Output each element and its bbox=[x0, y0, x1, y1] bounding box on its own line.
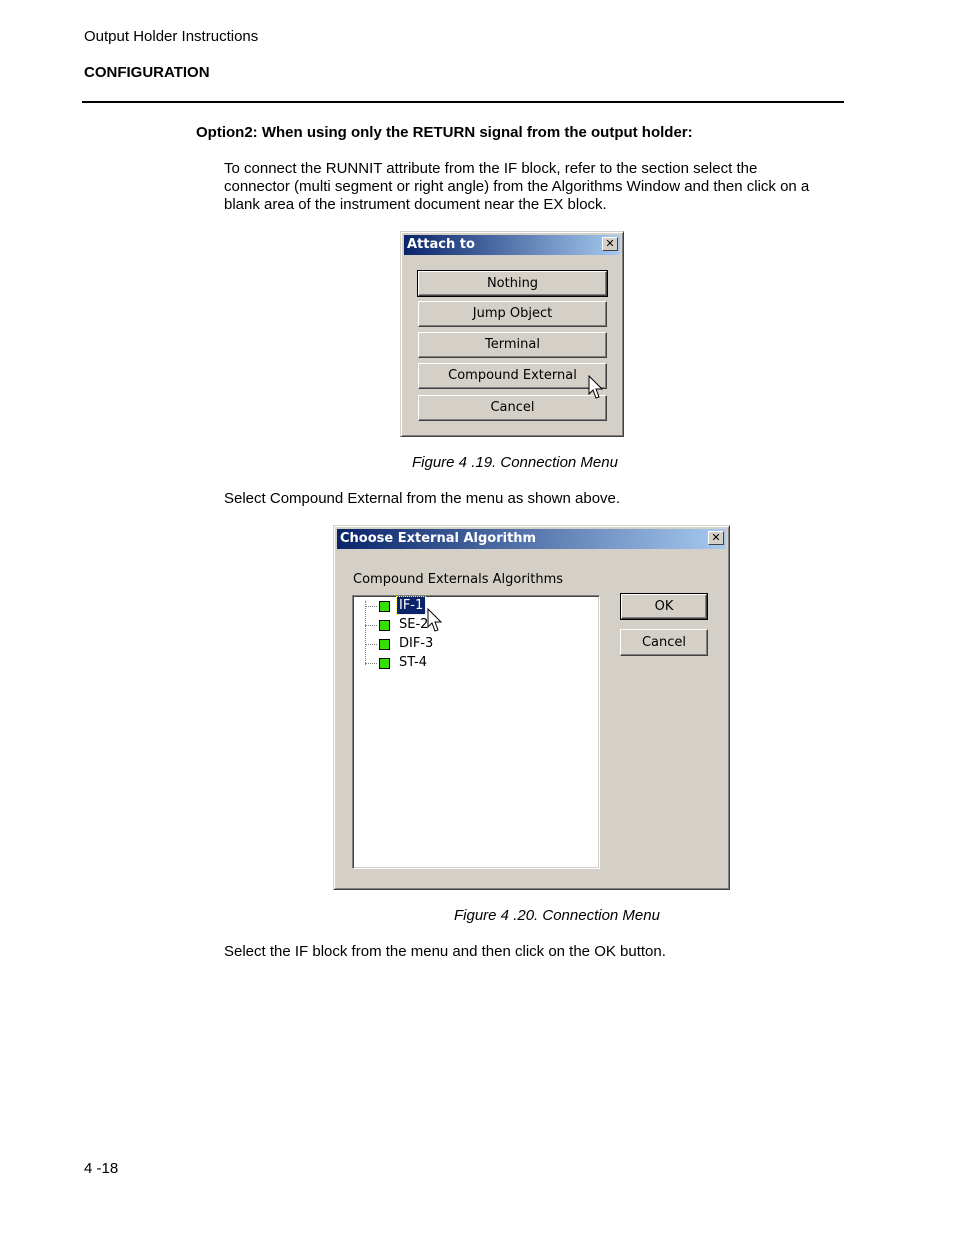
section-heading: CONFIGURATION bbox=[84, 64, 210, 81]
tree-connector bbox=[365, 625, 377, 626]
tree-item-label: SE-2 bbox=[399, 617, 429, 632]
page-number: 4 -18 bbox=[84, 1160, 119, 1177]
close-icon[interactable]: ✕ bbox=[602, 237, 618, 251]
tree-connector bbox=[365, 644, 377, 645]
mouse-cursor-icon bbox=[588, 375, 604, 401]
tree-item-st-4[interactable] bbox=[353, 654, 593, 672]
choose-dialog-title: Choose External Algorithm bbox=[340, 531, 537, 546]
block-node-icon bbox=[379, 620, 390, 631]
list-label: Compound Externals Algorithms bbox=[353, 572, 564, 587]
ok-button[interactable]: OK bbox=[621, 594, 707, 619]
header-rule bbox=[82, 101, 844, 103]
compound-external-button[interactable]: Compound External bbox=[418, 363, 607, 389]
paragraph-line: blank area of the instrument document near the EX block. bbox=[224, 196, 607, 213]
figure-caption-19: Figure 4 .19. Connection Menu bbox=[412, 454, 618, 471]
jump-object-button[interactable]: Jump Object bbox=[418, 301, 607, 327]
option-heading: Option2: When using only the RETURN signal from the output holder: bbox=[196, 124, 693, 141]
tree-connector bbox=[365, 606, 377, 607]
figure-caption-20: Figure 4 .20. Connection Menu bbox=[454, 907, 660, 924]
choose-external-algorithm-dialog bbox=[333, 525, 730, 890]
cancel-button[interactable]: Cancel bbox=[418, 395, 607, 421]
paragraph-select-if: Select the IF block from the menu and then click on the OK button. bbox=[224, 943, 666, 960]
attach-dialog-title: Attach to bbox=[407, 237, 475, 252]
paragraph-select-compound: Select Compound External from the menu as shown above. bbox=[224, 490, 621, 507]
attach-to-dialog bbox=[400, 231, 624, 437]
terminal-button[interactable]: Terminal bbox=[418, 332, 607, 358]
mouse-cursor-icon bbox=[427, 608, 443, 634]
tree-item-label: ST-4 bbox=[399, 655, 427, 670]
block-node-icon bbox=[379, 601, 390, 612]
attach-dialog-titlebar[interactable] bbox=[404, 235, 620, 255]
nothing-button[interactable]: Nothing bbox=[418, 271, 607, 296]
tree-item-se-2[interactable] bbox=[353, 616, 593, 634]
block-node-icon bbox=[379, 639, 390, 650]
document-title: Output Holder Instructions bbox=[84, 28, 259, 45]
paragraph-line: To connect the RUNNIT attribute from the IF block, refer to the section select the bbox=[224, 160, 758, 177]
tree-item-label: DIF-3 bbox=[399, 636, 434, 651]
block-node-icon bbox=[379, 658, 390, 669]
tree-item-if-1[interactable] bbox=[353, 597, 593, 615]
cancel-button[interactable]: Cancel bbox=[620, 629, 708, 656]
tree-item-dif-3[interactable] bbox=[353, 635, 593, 653]
tree-item-label: IF-1 bbox=[399, 598, 424, 613]
tree-connector bbox=[365, 663, 377, 664]
paragraph-line: connector (multi segment or right angle) from the Algorithms Window and then click on a bbox=[224, 178, 810, 195]
close-icon[interactable]: ✕ bbox=[708, 531, 724, 545]
algorithms-tree[interactable] bbox=[352, 595, 600, 869]
paragraph-connect bbox=[224, 160, 809, 214]
choose-dialog-titlebar[interactable] bbox=[337, 529, 726, 549]
